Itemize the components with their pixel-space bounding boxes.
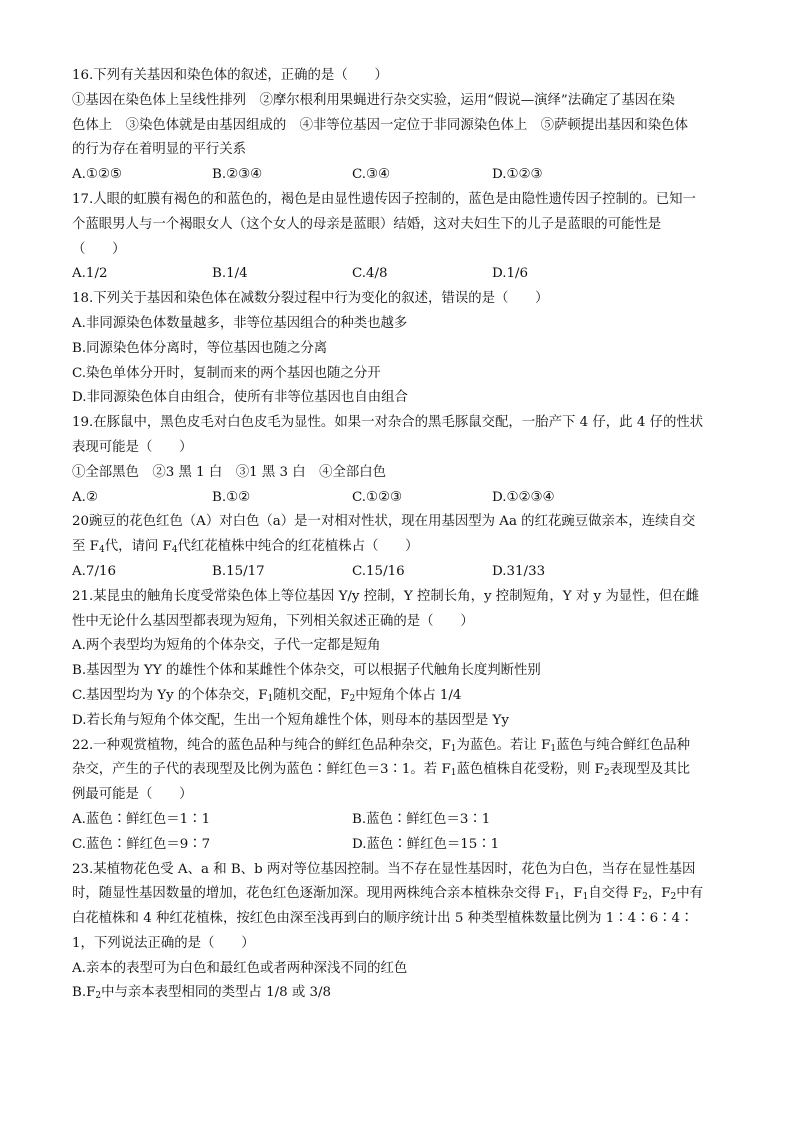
text-segment: 自交得 F [588, 886, 643, 902]
option-a: A.非同源染色体数量越多，非等位基因组合的种类也越多 [72, 315, 408, 331]
subscript: 1 [267, 693, 274, 704]
subscript: 1 [450, 743, 457, 754]
option-d: D.若长角与短角个体交配，生出一个短角雄性个体，则母本的基因型是 Yy [72, 712, 509, 728]
option-d: D.1/6 [492, 266, 529, 282]
text-segment: B.F [72, 985, 96, 1001]
text-segment: 杂交，产生的子代的表现型及比例为蓝色∶鲜红色＝3∶1。若 F [72, 762, 451, 778]
option-d: D.①②③④ [492, 489, 555, 505]
option-a: A.② [72, 489, 98, 505]
subscript: 2 [603, 768, 610, 779]
question-21 [72, 585, 722, 734]
question-stem: 表现可能是（ ） [72, 439, 193, 455]
question-stem: 23.某植物花色受 A、a 和 B、b 两对等位基因控制。当不存在显性基因时，花色为白色，当存在显性基因 [72, 861, 696, 877]
exam-page [72, 64, 722, 1006]
option-d: D.非同源染色体自由组合，使所有非等位基因也自由组合 [72, 390, 408, 406]
option-b: B.①② [212, 489, 251, 505]
answer-options [72, 163, 722, 188]
text-segment: 随机交配，F [273, 687, 350, 703]
question-17 [72, 188, 722, 287]
statement-line: 的行为存在着明显的平行关系 [72, 142, 247, 158]
question-18 [72, 287, 722, 411]
text-segment: 中与亲本表型相同的类型占 1/8 或 3/8 [101, 985, 332, 1001]
option-a: A.①②⑤ [72, 167, 122, 183]
option-d: D.31/33 [492, 563, 546, 579]
option-b: B.基因型为 YY 的雄性个体和某雌性个体杂交，可以根据子代触角长度判断性别 [72, 663, 541, 679]
option-b: B.同源染色体分离时，等位基因也随之分离 [72, 340, 328, 356]
answer-blank: （ ） [72, 241, 126, 257]
subscript: 2 [670, 892, 677, 903]
option-d: D.蓝色∶鲜红色＝15∶1 [352, 836, 500, 852]
question-stem: 21.某昆虫的触角长度受常染色体上等位基因 Y/y 控制，Y 控制长角，y 控制短角，Y 对 y 为显性，但在雌 [72, 588, 700, 604]
statement-line: ①基因在染色体上呈线性排列 ②摩尔根利用果蝇进行杂交实验，运用“假说—演绎”法确定了基因在染 [72, 92, 675, 108]
text-segment: ，F [559, 886, 583, 902]
question-stem: 19.在豚鼠中，黑色皮毛对白色皮毛为显性。如果一对杂合的黑毛豚鼠交配，一胎产下 4 仔，此 4 仔的性状 [72, 415, 704, 431]
statement-line: ①全部黑色 ②3 黑 1 白 ③1 黑 3 白 ④全部白色 [72, 464, 387, 480]
answer-options [72, 833, 722, 858]
question-stem: 17.人眼的虹膜有褐色的和蓝色的，褐色是由显性遗传因子控制的，蓝色是由隐性遗传因子控制的。已知一 [72, 191, 696, 207]
answer-options [72, 262, 722, 287]
text-segment: 至 F [72, 539, 99, 555]
option-a: A.蓝色∶鲜红色＝1∶1 [72, 811, 211, 827]
option-c: C.蓝色∶鲜红色＝9∶7 [72, 836, 211, 852]
text-segment: 22.一种观赏植物，纯合的蓝色品种与纯合的鲜红色品种杂交，F [72, 737, 451, 753]
subscript: 1 [450, 768, 457, 779]
option-b: B.1/4 [212, 266, 248, 282]
text-segment: 代，请问 F [104, 539, 172, 555]
option-b [72, 981, 722, 1006]
subscript: 2 [95, 991, 102, 1002]
option-a: A.两个表型均为短角的个体杂交，子代一定都是短角 [72, 638, 381, 654]
question-stem [72, 535, 722, 560]
text-segment: 中短角个体占 1/4 [355, 687, 462, 703]
option-a: A.亲本的表型可为白色和最红色或者两种深浅不同的红色 [72, 960, 408, 976]
option-c: C.①②③ [352, 489, 403, 505]
answer-options [72, 560, 722, 585]
subscript: 4 [98, 545, 105, 556]
question-20 [72, 510, 722, 584]
option-a: A.7/16 [72, 563, 116, 579]
text-segment: 表现型及其比 [609, 762, 691, 778]
subscript: 4 [171, 545, 178, 556]
subscript: 1 [582, 892, 589, 903]
text-segment: 中有 [676, 886, 704, 902]
question-stem: 16.下列有关基因和染色体的叙述，正确的是（ ） [72, 68, 388, 83]
question-stem: 白花植株和 4 种红花植株，按红色由深至浅再到白的顺序统计出 5 种类型植株数量比例为 1∶4∶6∶4∶ [72, 911, 694, 927]
text-segment: 代红花植株中纯合的红花植株占（ ） [177, 539, 419, 555]
subscript: 1 [550, 743, 557, 754]
question-stem: 例最可能是（ ） [72, 787, 193, 803]
text-segment: C.基因型均为 Yy 的个体杂交，F [72, 687, 268, 703]
text-segment: 蓝色植株自花受粉，则 F [456, 762, 604, 778]
option-d: D.①②③ [492, 167, 543, 183]
text-segment: ，F [647, 886, 671, 902]
question-stem [72, 758, 722, 783]
answer-options [72, 808, 722, 833]
question-stem: 1，下列说法正确的是（ ） [72, 935, 255, 951]
text-segment: 时，随显性基因数量的增加，花色红色逐渐加深。现用两株纯合亲本植株杂交得 F [72, 886, 555, 902]
text-segment: 蓝色与纯合鲜红色品种 [556, 737, 691, 753]
option-b: B.蓝色∶鲜红色＝3∶1 [352, 811, 491, 827]
question-stem [72, 734, 722, 759]
option-c: C.③④ [352, 167, 391, 183]
question-stem [72, 882, 722, 907]
option-c: C.15/16 [352, 563, 405, 579]
option-c [72, 684, 722, 709]
answer-options [72, 486, 722, 511]
text-segment: 为蓝色。若让 F [456, 737, 551, 753]
question-stem: 个蓝眼男人与一个褐眼女人（这个女人的母亲是蓝眼）结婚，这对夫妇生下的儿子是蓝眼的可能性是 [72, 216, 662, 232]
subscript: 2 [642, 892, 648, 903]
question-22 [72, 734, 722, 858]
option-b: B.15/17 [212, 563, 265, 579]
option-b: B.②③④ [212, 167, 263, 183]
question-stem: 18.下列关于基因和染色体在减数分裂过程中行为变化的叙述，错误的是（ ） [72, 291, 549, 307]
question-stem: 性中无论什么基因型都表现为短角，下列相关叙述正确的是（ ） [72, 613, 474, 629]
question-23 [72, 858, 722, 1007]
option-a: A.1/2 [72, 266, 108, 282]
statement-line: 色体上 ③染色体就是由基因组成的 ④非等位基因一定位于非同源染色体上 ⑤萨顿提出基因和染色体 [72, 117, 688, 133]
subscript: 2 [349, 693, 356, 704]
subscript: 1 [554, 892, 560, 903]
question-19 [72, 411, 722, 510]
question-stem: 20豌豆的花色红色（A）对白色（a）是一对相对性状，现在用基因型为 Aa 的红花豌豆做亲本，连续自交 [72, 514, 696, 530]
option-c: C.染色单体分开时，复制而来的两个基因也随之分开 [72, 365, 381, 381]
option-c: C.4/8 [352, 266, 388, 282]
question-16 [72, 64, 722, 188]
